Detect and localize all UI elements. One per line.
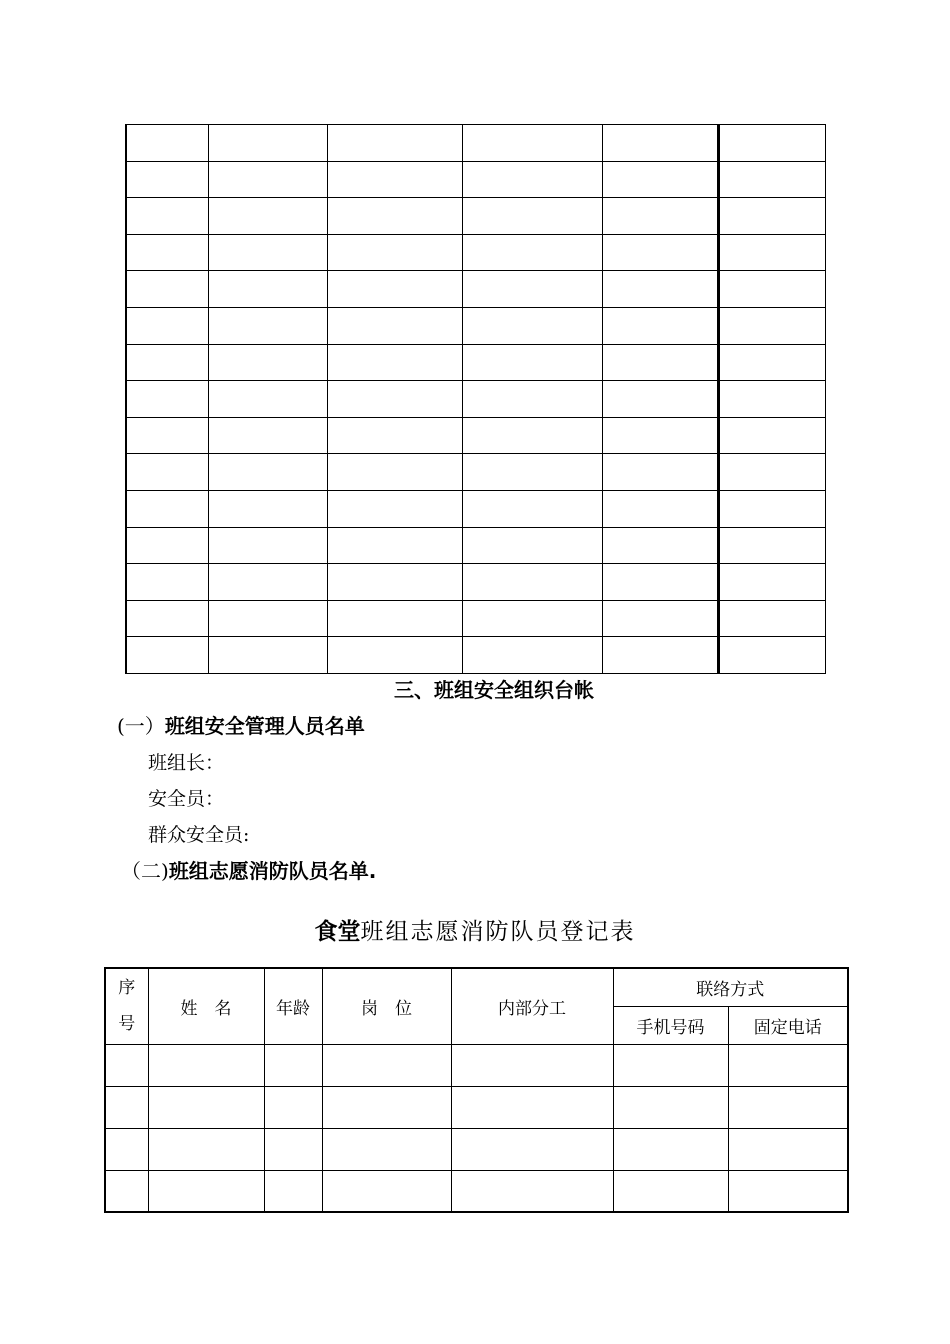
form-title bbox=[0, 913, 950, 946]
table-cell[interactable] bbox=[105, 1128, 148, 1170]
table-cell bbox=[462, 161, 602, 198]
table-row bbox=[105, 1128, 848, 1170]
table-cell bbox=[718, 344, 825, 381]
subsection-heading-1 bbox=[117, 710, 365, 739]
table-cell[interactable] bbox=[451, 1170, 613, 1212]
table-cell bbox=[327, 161, 462, 198]
table-cell bbox=[327, 344, 462, 381]
table-cell bbox=[718, 527, 825, 564]
table-cell bbox=[602, 234, 718, 271]
table-cell bbox=[462, 454, 602, 491]
table-cell bbox=[602, 198, 718, 235]
subsection-heading-2 bbox=[121, 855, 376, 884]
table-cell bbox=[126, 381, 208, 418]
table-row bbox=[126, 417, 825, 454]
table-cell bbox=[718, 198, 825, 235]
table-cell bbox=[126, 637, 208, 674]
table-cell bbox=[602, 417, 718, 454]
table-cell bbox=[602, 344, 718, 381]
table-cell[interactable] bbox=[322, 1044, 451, 1086]
table-cell bbox=[327, 198, 462, 235]
table-row bbox=[126, 344, 825, 381]
table-cell[interactable] bbox=[322, 1086, 451, 1128]
table-cell[interactable] bbox=[728, 1086, 848, 1128]
header-age: 年龄 bbox=[264, 968, 322, 1044]
table-cell bbox=[462, 344, 602, 381]
table-cell bbox=[208, 198, 327, 235]
table-row bbox=[126, 381, 825, 418]
table-cell bbox=[718, 417, 825, 454]
table-cell bbox=[327, 381, 462, 418]
table-cell[interactable] bbox=[451, 1044, 613, 1086]
table-cell bbox=[126, 125, 208, 162]
table-cell bbox=[327, 307, 462, 344]
table-cell bbox=[462, 381, 602, 418]
header-name: 姓 名 bbox=[148, 968, 264, 1044]
table-cell[interactable] bbox=[148, 1044, 264, 1086]
table-cell bbox=[208, 600, 327, 637]
subsection-text: 班组志愿消防队员名单. bbox=[168, 859, 377, 883]
table-cell[interactable] bbox=[613, 1170, 728, 1212]
table-row bbox=[126, 564, 825, 601]
table-cell bbox=[208, 454, 327, 491]
table-cell bbox=[126, 417, 208, 454]
table-cell bbox=[327, 125, 462, 162]
table-cell bbox=[602, 125, 718, 162]
table-cell bbox=[718, 381, 825, 418]
table-row bbox=[105, 1170, 848, 1212]
table-cell bbox=[126, 564, 208, 601]
table-cell bbox=[126, 307, 208, 344]
table-cell bbox=[327, 234, 462, 271]
table-cell bbox=[208, 344, 327, 381]
table-cell bbox=[602, 161, 718, 198]
table-cell bbox=[602, 637, 718, 674]
table-cell bbox=[462, 234, 602, 271]
header-division: 内部分工 bbox=[451, 968, 613, 1044]
table-cell bbox=[126, 454, 208, 491]
table-cell bbox=[126, 271, 208, 308]
table-cell bbox=[327, 600, 462, 637]
table-cell bbox=[208, 161, 327, 198]
table-cell bbox=[126, 161, 208, 198]
table-cell bbox=[462, 527, 602, 564]
table-cell[interactable] bbox=[613, 1128, 728, 1170]
header-seq: 序 号 bbox=[105, 968, 148, 1044]
table-cell bbox=[462, 307, 602, 344]
table-cell[interactable] bbox=[322, 1128, 451, 1170]
table-cell[interactable] bbox=[105, 1170, 148, 1212]
table-cell[interactable] bbox=[728, 1044, 848, 1086]
table-cell[interactable] bbox=[728, 1170, 848, 1212]
table-row bbox=[126, 307, 825, 344]
table-cell bbox=[718, 564, 825, 601]
table-row bbox=[126, 637, 825, 674]
table-cell bbox=[462, 198, 602, 235]
table-cell[interactable] bbox=[451, 1086, 613, 1128]
volunteer-registration-table bbox=[104, 967, 849, 1213]
table-cell bbox=[208, 234, 327, 271]
table-cell bbox=[602, 564, 718, 601]
table-row bbox=[105, 1086, 848, 1128]
header-post: 岗 位 bbox=[322, 968, 451, 1044]
table-cell bbox=[718, 271, 825, 308]
table-row bbox=[126, 234, 825, 271]
table-cell bbox=[718, 490, 825, 527]
table-cell bbox=[602, 527, 718, 564]
table-cell bbox=[208, 125, 327, 162]
table-cell bbox=[126, 527, 208, 564]
table-cell[interactable] bbox=[148, 1086, 264, 1128]
table-row bbox=[126, 271, 825, 308]
table-row bbox=[126, 454, 825, 491]
header-contact: 联络方式 bbox=[613, 968, 848, 1006]
table-cell bbox=[718, 637, 825, 674]
table-cell bbox=[602, 381, 718, 418]
table-cell bbox=[462, 490, 602, 527]
table-cell bbox=[126, 198, 208, 235]
table-cell[interactable] bbox=[264, 1170, 322, 1212]
table-cell bbox=[718, 125, 825, 162]
table-cell bbox=[327, 271, 462, 308]
table-cell bbox=[462, 125, 602, 162]
table-row bbox=[126, 161, 825, 198]
table-cell[interactable] bbox=[148, 1170, 264, 1212]
table-cell[interactable] bbox=[148, 1128, 264, 1170]
table-cell[interactable] bbox=[451, 1128, 613, 1170]
table-cell bbox=[327, 417, 462, 454]
table-cell bbox=[126, 344, 208, 381]
header-landline: 固定电话 bbox=[728, 1006, 848, 1044]
subsection-prefix: （二) bbox=[121, 859, 169, 883]
table-row bbox=[126, 198, 825, 235]
table-cell[interactable] bbox=[728, 1128, 848, 1170]
subsection-prefix: (一） bbox=[117, 714, 165, 738]
table-cell bbox=[718, 161, 825, 198]
table-cell bbox=[327, 454, 462, 491]
table-cell bbox=[718, 234, 825, 271]
table-cell bbox=[208, 637, 327, 674]
table-cell[interactable] bbox=[105, 1044, 148, 1086]
table-cell bbox=[126, 490, 208, 527]
table-cell bbox=[602, 490, 718, 527]
table-cell[interactable] bbox=[264, 1086, 322, 1128]
table-cell bbox=[208, 527, 327, 564]
table-cell bbox=[602, 307, 718, 344]
role-team-leader: 班组长： bbox=[148, 752, 225, 774]
table-cell bbox=[462, 271, 602, 308]
table-cell bbox=[208, 271, 327, 308]
table-cell bbox=[208, 564, 327, 601]
table-cell bbox=[208, 381, 327, 418]
table-cell bbox=[327, 564, 462, 601]
table-cell bbox=[602, 454, 718, 491]
table-cell bbox=[462, 417, 602, 454]
table-cell bbox=[327, 637, 462, 674]
table-cell bbox=[718, 454, 825, 491]
table-cell bbox=[126, 234, 208, 271]
table-cell bbox=[602, 600, 718, 637]
table-cell bbox=[208, 417, 327, 454]
section-title: 三、班组安全组织台帐 bbox=[394, 678, 594, 702]
table-cell[interactable] bbox=[264, 1128, 322, 1170]
table-cell bbox=[126, 600, 208, 637]
form-title-bold: 食堂 bbox=[314, 919, 361, 945]
table-row bbox=[126, 527, 825, 564]
table-row bbox=[126, 600, 825, 637]
header-mobile: 手机号码 bbox=[613, 1006, 728, 1044]
table-cell bbox=[462, 564, 602, 601]
table-cell bbox=[462, 637, 602, 674]
table-cell bbox=[462, 600, 602, 637]
subsection-text: 班组安全管理人员名单 bbox=[164, 714, 365, 738]
table-row bbox=[105, 1044, 848, 1086]
table-cell[interactable] bbox=[613, 1086, 728, 1128]
form-title-rest: 班组志愿消防队员登记表 bbox=[360, 919, 636, 945]
table-cell bbox=[602, 271, 718, 308]
blank-grid-table bbox=[125, 124, 826, 674]
table-cell[interactable] bbox=[264, 1044, 322, 1086]
table-row bbox=[126, 490, 825, 527]
table-row bbox=[126, 125, 825, 162]
table-cell[interactable] bbox=[105, 1086, 148, 1128]
table-cell[interactable] bbox=[613, 1044, 728, 1086]
table-cell bbox=[718, 307, 825, 344]
table-cell[interactable] bbox=[322, 1170, 451, 1212]
table-cell bbox=[208, 307, 327, 344]
role-safety-officer: 安全员： bbox=[148, 788, 225, 810]
table-cell bbox=[327, 490, 462, 527]
role-mass-safety-officer: 群众安全员: bbox=[148, 824, 250, 846]
table-cell bbox=[208, 490, 327, 527]
table-cell bbox=[718, 600, 825, 637]
table-cell bbox=[327, 527, 462, 564]
